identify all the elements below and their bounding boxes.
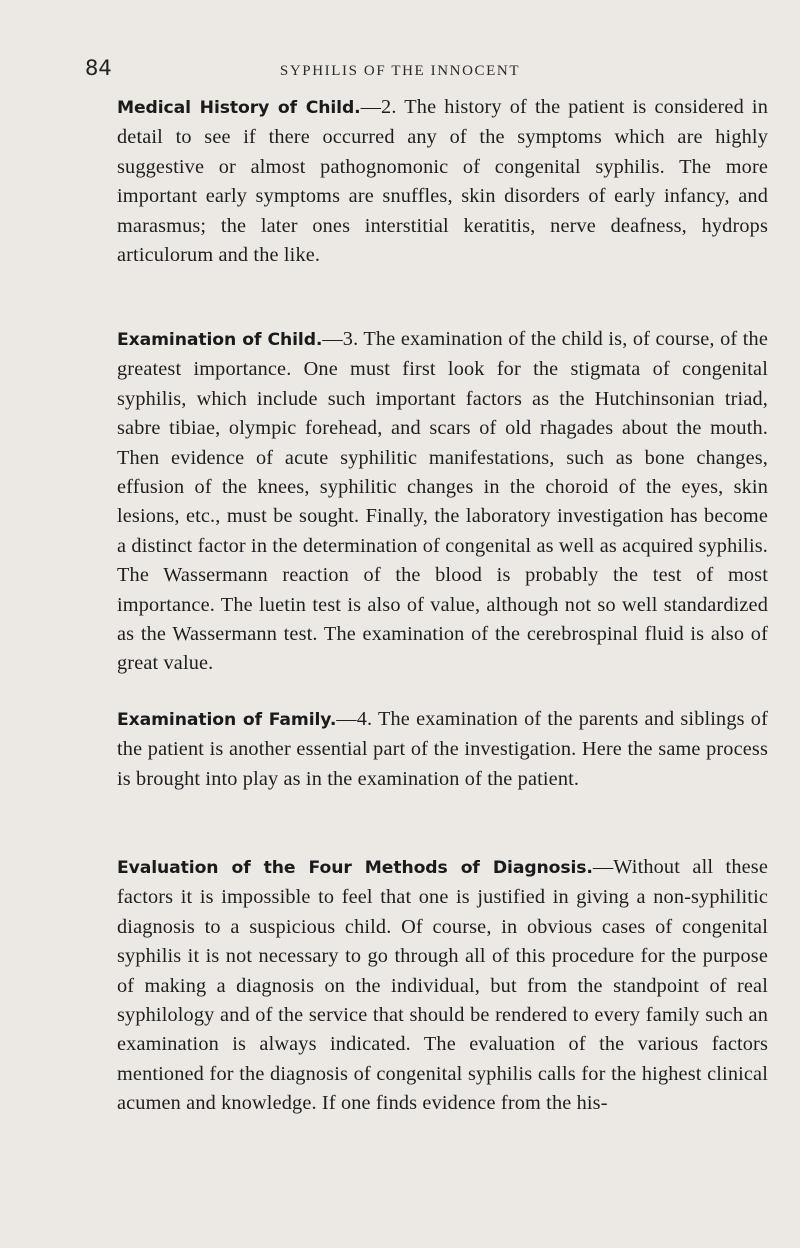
section-heading: Examination of Family. [117,710,337,730]
section-body: —4. The examination of the parents and siblings of the patient is another essential part of the investigation. Here the same process is brought into play as in the examination of the patient. [117,708,768,790]
section-body: —Without all these factors it is impossible to feel that one is justified in giving a non-syphilitic diagnosis to a suspicious child. Of course, in obvious cases of congenital syphilis it is not necessary to go through all of this procedure for the purpose of making a diagnosis on the individual, but from the standpoint of real syphilology and of the service that should be rendered to every family such an examination is always indicated. The evaluation of the various factors mentioned for the diagnosis of congenital syphilis calls for the highest clinical acumen and knowledge. If one finds evidence from the his- [117,856,768,1115]
section-heading: Evaluation of the Four Methods of Diagnosis. [117,858,593,878]
page-number: 84 [85,56,112,80]
section-medical-history [117,93,768,270]
section-heading: Medical History of Child. [117,98,361,118]
section-body: —3. The examination of the child is, of course, of the greatest importance. One must first look for the stigmata of congenital syphilis, which include such important factors as the Hutchinsonian triad, sabre tibiae, olympic forehead, and scars of old rhagades about the mouth. Then evidence of acute syphilitic manifestations, such as bone changes, effusion of the knees, syphilitic changes in the choroid of the eyes, skin lesions, etc., must be sought. Finally, the laboratory investigation has become a distinct factor in the determination of congenital as well as acquired syphilis. The Wassermann reaction of the blood is probably the test of most importance. The luetin test is also of value, although not so well standardized as the Wassermann test. The examination of the cerebrospinal fluid is also of great value. [117,328,768,675]
section-examination-of-family [117,705,768,794]
section-heading: Examination of Child. [117,330,323,350]
section-body: —2. The history of the patient is considered in detail to see if there occurred any of the symptoms which are highly suggestive or almost pathognomonic of congenital syphilis. The more important early symptoms are snuffles, skin disorders of early infancy, and marasmus; the later ones interstitial keratitis, nerve deafness, hydrops articulorum and the like. [117,96,768,267]
running-head: SYPHILIS OF THE INNOCENT [279,63,521,79]
section-examination-of-child [117,325,768,679]
section-evaluation-of-methods [117,853,768,1119]
